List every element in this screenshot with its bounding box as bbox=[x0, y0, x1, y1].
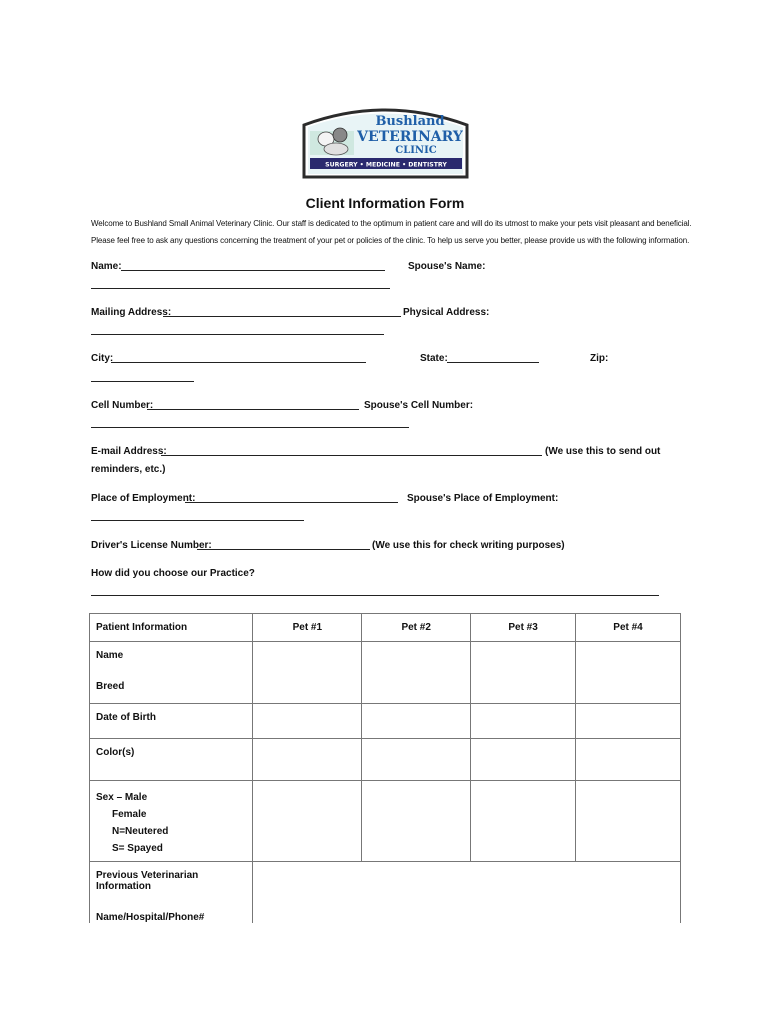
spouse-cell-field[interactable] bbox=[91, 427, 409, 428]
table-row bbox=[90, 781, 681, 862]
name-label: Name: bbox=[91, 261, 122, 272]
intro-line-2: Please feel free to ask any questions concerning the treatment of your pet or policies of the clinic. To help us serve you better, please provide us with the following information. bbox=[91, 236, 690, 245]
logo-text-line1: Bushland bbox=[375, 114, 445, 129]
practice-question: How did you choose our Practice? bbox=[91, 568, 255, 579]
pet-4-sex-cell[interactable] bbox=[576, 781, 681, 862]
name-field[interactable] bbox=[121, 270, 385, 271]
pet-2-name-cell[interactable] bbox=[362, 642, 471, 704]
state-label: State: bbox=[420, 353, 448, 364]
previous-vet-detail-label: Name/Hospital/Phone# bbox=[96, 912, 205, 923]
row-label-sex bbox=[90, 781, 253, 862]
license-field[interactable] bbox=[197, 549, 370, 550]
spouse-name-field[interactable] bbox=[91, 288, 390, 289]
row-label-name: Name bbox=[96, 650, 124, 661]
sex-female-label: Female bbox=[112, 809, 147, 820]
pet-2-sex-cell[interactable] bbox=[362, 781, 471, 862]
pet-3-sex-cell[interactable] bbox=[471, 781, 576, 862]
pet-1-color-cell[interactable] bbox=[253, 739, 362, 781]
zip-field[interactable] bbox=[91, 381, 194, 382]
clinic-logo bbox=[300, 101, 471, 179]
pet-4-name-cell[interactable] bbox=[576, 642, 681, 704]
table-row bbox=[90, 642, 681, 704]
intro-line-1: Welcome to Bushland Small Animal Veterinary Clinic. Our staff is dedicated to the optimum in patient care and will do its utmost to make your pets visit pleasant and beneficial. bbox=[91, 219, 692, 228]
email-note-continued: reminders, etc.) bbox=[91, 464, 166, 475]
employment-field[interactable] bbox=[185, 502, 398, 503]
row-label-name-breed bbox=[90, 642, 253, 704]
table-header-patient-info: Patient Information bbox=[90, 614, 253, 642]
logo-text-line2: VETERINARY bbox=[357, 129, 463, 145]
spouse-employment-field[interactable] bbox=[91, 520, 304, 521]
employment-label: Place of Employment: bbox=[91, 493, 196, 504]
pet-4-header: Pet #4 bbox=[576, 614, 681, 642]
logo-tagline: SURGERY • MEDICINE • DENTISTRY bbox=[325, 161, 447, 169]
pet-1-header: Pet #1 bbox=[253, 614, 362, 642]
mailing-address-label: Mailing Address: bbox=[91, 307, 172, 318]
pet-3-header: Pet #3 bbox=[471, 614, 576, 642]
patient-information-table bbox=[89, 613, 681, 923]
sex-neutered-label: N=Neutered bbox=[112, 826, 169, 837]
practice-answer-field[interactable] bbox=[91, 595, 659, 596]
city-field[interactable] bbox=[111, 362, 366, 363]
license-note: (We use this for check writing purposes) bbox=[372, 540, 565, 551]
sex-spayed-label: S= Spayed bbox=[112, 843, 163, 854]
pet-1-dob-cell[interactable] bbox=[253, 704, 362, 739]
pet-4-color-cell[interactable] bbox=[576, 739, 681, 781]
state-field[interactable] bbox=[447, 362, 539, 363]
form-title: Client Information Form bbox=[305, 195, 465, 211]
email-note: (We use this to send out bbox=[545, 446, 661, 457]
pet-2-dob-cell[interactable] bbox=[362, 704, 471, 739]
pet-3-color-cell[interactable] bbox=[471, 739, 576, 781]
spouse-cell-label: Spouse's Cell Number: bbox=[364, 400, 474, 411]
spouse-name-label: Spouse's Name: bbox=[408, 261, 486, 272]
mailing-address-field[interactable] bbox=[163, 316, 401, 317]
email-field[interactable] bbox=[161, 455, 542, 456]
row-label-breed: Breed bbox=[96, 681, 125, 692]
pet-3-name-cell[interactable] bbox=[471, 642, 576, 704]
table-row bbox=[90, 862, 681, 924]
zip-label: Zip: bbox=[590, 353, 609, 364]
previous-vet-info-cell[interactable] bbox=[253, 862, 681, 924]
pet-2-header: Pet #2 bbox=[362, 614, 471, 642]
city-label: City: bbox=[91, 353, 114, 364]
pet-3-dob-cell[interactable] bbox=[471, 704, 576, 739]
pet-2-color-cell[interactable] bbox=[362, 739, 471, 781]
physical-address-label: Physical Address: bbox=[403, 307, 490, 318]
row-label-color: Color(s) bbox=[90, 739, 253, 781]
logo-text-line3: CLINIC bbox=[395, 145, 437, 156]
table-row bbox=[90, 739, 681, 781]
email-label: E-mail Address: bbox=[91, 446, 167, 457]
physical-address-field[interactable] bbox=[91, 334, 384, 335]
row-label-dob: Date of Birth bbox=[90, 704, 253, 739]
pet-4-dob-cell[interactable] bbox=[576, 704, 681, 739]
cell-number-field[interactable] bbox=[147, 409, 359, 410]
row-label-previous-vet bbox=[90, 862, 253, 924]
pet-1-name-cell[interactable] bbox=[253, 642, 362, 704]
pet-1-sex-cell[interactable] bbox=[253, 781, 362, 862]
sex-male-label: Sex – Male bbox=[96, 792, 148, 803]
spouse-employment-label: Spouse's Place of Employment: bbox=[407, 493, 559, 504]
cell-number-label: Cell Number: bbox=[91, 400, 154, 411]
license-label: Driver's License Number: bbox=[91, 540, 212, 551]
table-row bbox=[90, 704, 681, 739]
previous-vet-label: Previous Veterinarian Information bbox=[96, 870, 199, 892]
